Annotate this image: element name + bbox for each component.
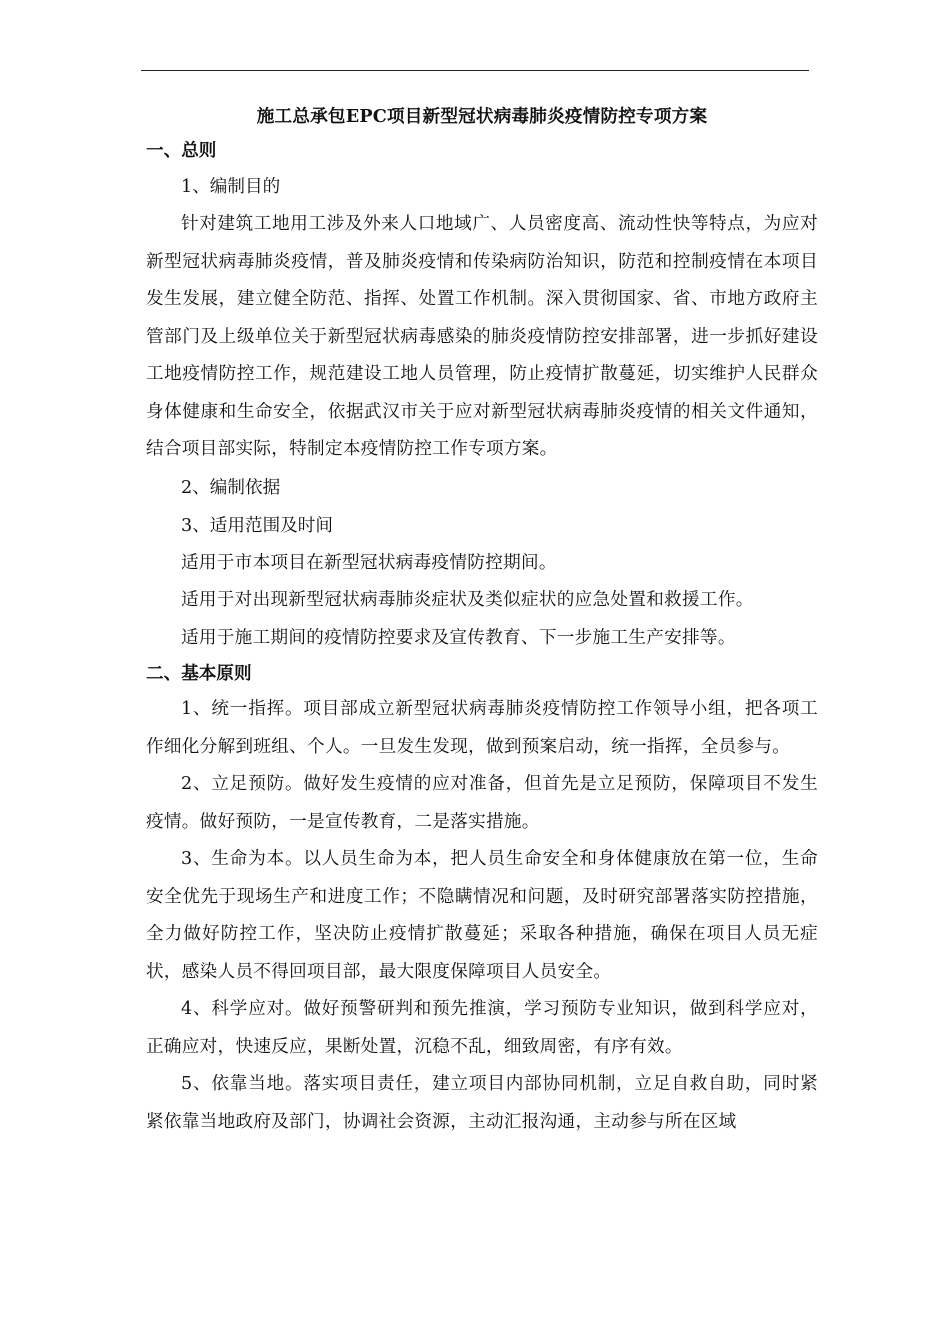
document-body (146, 100, 818, 1141)
section-heading-general: 一、总则 (146, 140, 217, 161)
subheading-purpose: 1、编制目的 (181, 177, 281, 197)
document-title: 施工总承包EPC项目新型冠状病毒肺炎疫情防控专项方案 (256, 106, 708, 127)
paragraph-principle-1: 1、统一指挥。项目部成立新型冠状病毒肺炎疫情防控工作领导小组，把各项工作细化分解到班组、个人。一旦发生发现，做到预案启动，统一指挥，全员参与。 (146, 699, 818, 757)
subheading-basis: 2、编制依据 (181, 477, 281, 498)
paragraph-principle-2: 2、立足预防。做好发生疫情的应对准备，但首先是立足预防，保障项目不发生疫情。做好预防，一是宣传教育，二是落实措施。 (146, 774, 818, 832)
section-heading-principles: 二、基本原则 (146, 663, 252, 684)
paragraph-principle-3: 3、生命为本。以人员生命为本，把人员生命安全和身体健康放在第一位，生命安全优先于现场生产和进度工作；不隐瞒情况和问题，及时研究部署落实防控措施，全力做好防控工作，坚决防止疫情扩散蔓延；采取各种措施，确保在项目人员无症状，感染人员不得回项目部，最大限度保障项目人员安全。 (146, 849, 818, 982)
paragraph-principle-4: 4、科学应对。做好预警研判和预先推演，学习预防专业知识，做到科学应对，正确应对，快速反应，果断处置，沉稳不乱，细致周密，有序有效。 (146, 999, 818, 1057)
paragraph-purpose: 针对建筑工地用工涉及外来人口地域广、人员密度高、流动性快等特点，为应对新型冠状病毒肺炎疫情，普及肺炎疫情和传染病防治知识，防范和控制疫情在本项目发生发展，建立健全防范、指挥、处置工作机制。深入贯彻国家、省、市地方政府主管部门及上级单位关于新型冠状病毒感染的肺炎疫情防控安排部署，进一步抓好建设工地疫情防控工作，规范建设工地人员管理，防止疫情扩散蔓延，切实维护人民群众身体健康和生命安全，依据武汉市关于应对新型冠状病毒肺炎疫情的相关文件通知，结合项目部实际，特制定本疫情防控工作专项方案。 (146, 214, 818, 459)
paragraph-scope-1: 适用于市本项目在新型冠状病毒疫情防控期间。 (181, 552, 557, 573)
subheading-scope: 3、适用范围及时间 (181, 515, 333, 536)
header-rule (141, 70, 809, 71)
paragraph-scope-2: 适用于对出现新型冠状病毒肺炎症状及类似症状的应急处置和救援工作。 (181, 590, 754, 610)
paragraph-principle-5: 5、依靠当地。落实项目责任，建立项目内部协同机制，立足自救自助，同时紧紧依靠当地政府及部门，协调社会资源，主动汇报沟通，主动参与所在区域 (146, 1074, 818, 1132)
paragraph-scope-3: 适用于施工期间的疫情防控要求及宣传教育、下一步施工生产安排等。 (181, 627, 736, 648)
